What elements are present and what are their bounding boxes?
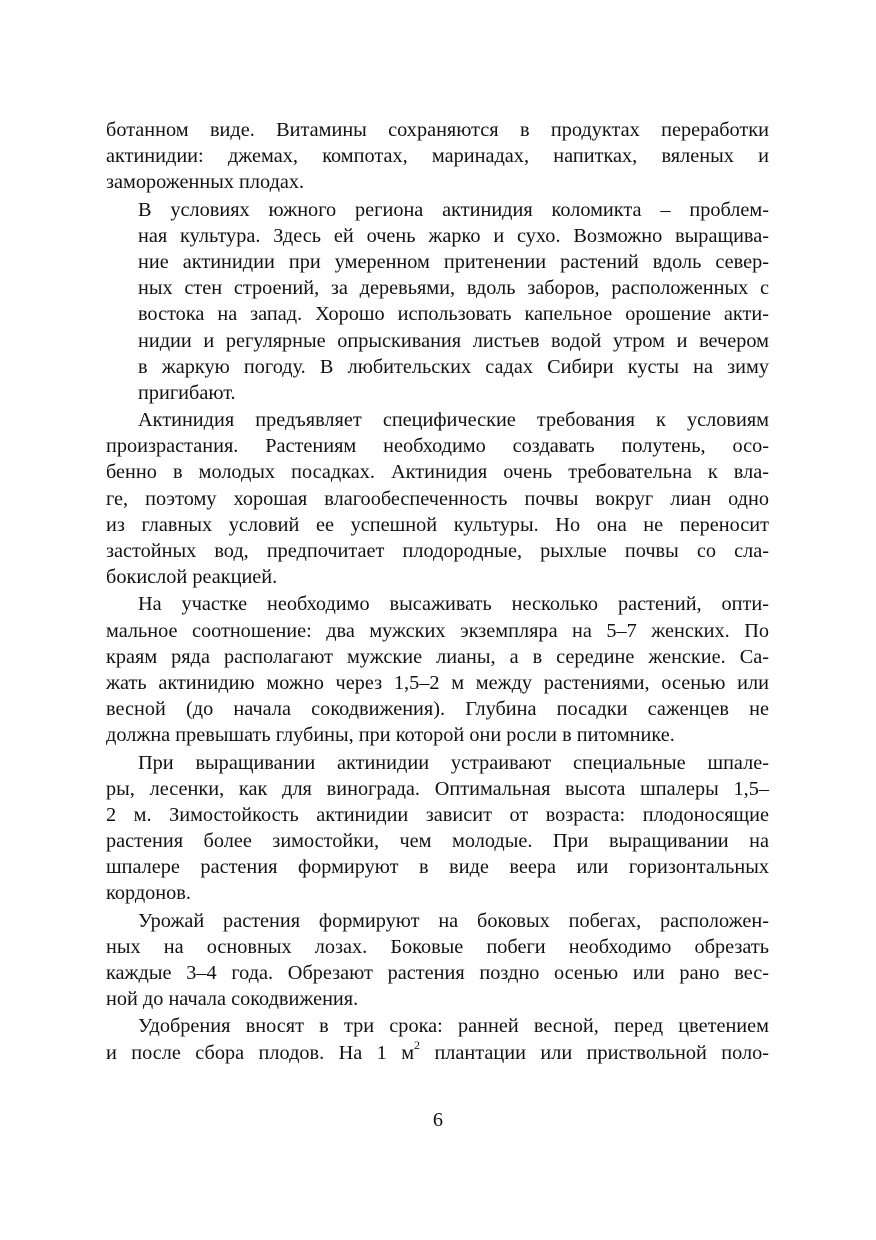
text-line: краям ряда располагают мужские лианы, а в середине женские. Са- [106,645,769,668]
superscript: 2 [414,1037,421,1052]
text-line: жать актинидию можно через 1,5–2 м между растениями, осенью или [106,671,769,694]
text-line: растения более зимостойки, чем молодые. При выращивании на [106,830,769,853]
text-fragment: и после сбора плодов. На 1 м [106,1041,415,1064]
paragraph [106,407,769,590]
text-fragment: плантации или приствольной поло- [420,1041,769,1064]
text-line: актинидии: джемах, компотах, маринадах, напитках, вяленых и [106,145,769,168]
text-line: должна превышать глубины, при которой они росли в питомнике. [106,724,675,747]
text-line: ная культура. Здесь ей очень жарко и сухо. Возможно выращива- [138,224,769,247]
text-line: На участке необходимо высаживать несколько растений, опти- [138,593,769,616]
text-line: востока на запад. Хорошо использовать капельное орошение акти- [138,303,769,326]
text-line: ге, поэтому хорошая влагообеспеченность почвы вокруг лиан одно [106,487,769,510]
text-line: Удобрения вносят в три срока: ранней весной, перед цветением [138,1015,769,1038]
paragraph [106,750,769,907]
text-line: бокислой реакцией. [106,566,278,589]
text-line: бенно в молодых посадках. Актинидия очень требовательна к вла- [106,461,769,484]
paragraph [106,117,769,196]
text-line: весной (до начала сокодвижения). Глубина посадки саженцев не [106,698,769,721]
text-line: застойных вод, предпочитает плодородные, рыхлые почвы со сла- [106,540,769,562]
paragraph [106,591,769,748]
text-line: пригибают. [138,381,236,404]
text-line: ной до начала сокодвижения. [106,988,359,1011]
page-body [106,117,769,1066]
text-line: из главных условий ее успешной культуры. Но она не переносит [106,513,769,536]
page-number: 6 [432,1109,444,1131]
text-line: ных стен строений, за деревьями, вдоль заборов, расположенных с [138,277,769,300]
paragraph [106,197,769,407]
text-line: в жаркую погоду. В любительских садах Сибири кусты на зиму [138,355,769,378]
paragraph [106,908,769,1013]
text-line: Актинидия предъявляет специфические требования к условиям [138,409,769,432]
text-line: шпалере растения формируют в виде веера или горизонтальных [106,856,769,879]
text-line: ных на основных лозах. Боковые побеги необходимо обрезать [106,935,769,958]
text-line: каждые 3–4 года. Обрезают растения поздно осенью или рано вес- [106,962,769,984]
text-line: В условиях южного региона актинидия коломикта – проблем- [138,198,769,221]
text-line: произрастания. Растениям необходимо создавать полутень, осо- [106,435,769,458]
text-line: Урожай растения формируют на боковых побегах, расположен- [138,909,769,932]
text-line: 2 м. Зимостойкость актинидии зависит от возраста: плодоносящие [106,803,769,826]
text-line: ботанном виде. Витамины сохраняются в продуктах переработки [106,119,769,141]
text-line: ры, лесенки, как для винограда. Оптимальная высота шпалеры 1,5– [106,777,769,800]
text-line: кордонов. [106,882,191,905]
text-line: нидии и регулярные опрыскивания листьев водой утром и вечером [138,329,769,352]
text-line-with-superscript [106,1037,769,1066]
text-line: мальное соотношение: два мужских экземпляра на 5–7 женских. По [106,619,769,642]
text-line: ние актинидии при умеренном притенении растений вдоль север- [138,250,769,273]
text-line: При выращивании актинидии устраивают специальные шпале- [138,751,769,774]
text-line: замороженных плодах. [106,171,305,194]
paragraph [106,1013,769,1065]
